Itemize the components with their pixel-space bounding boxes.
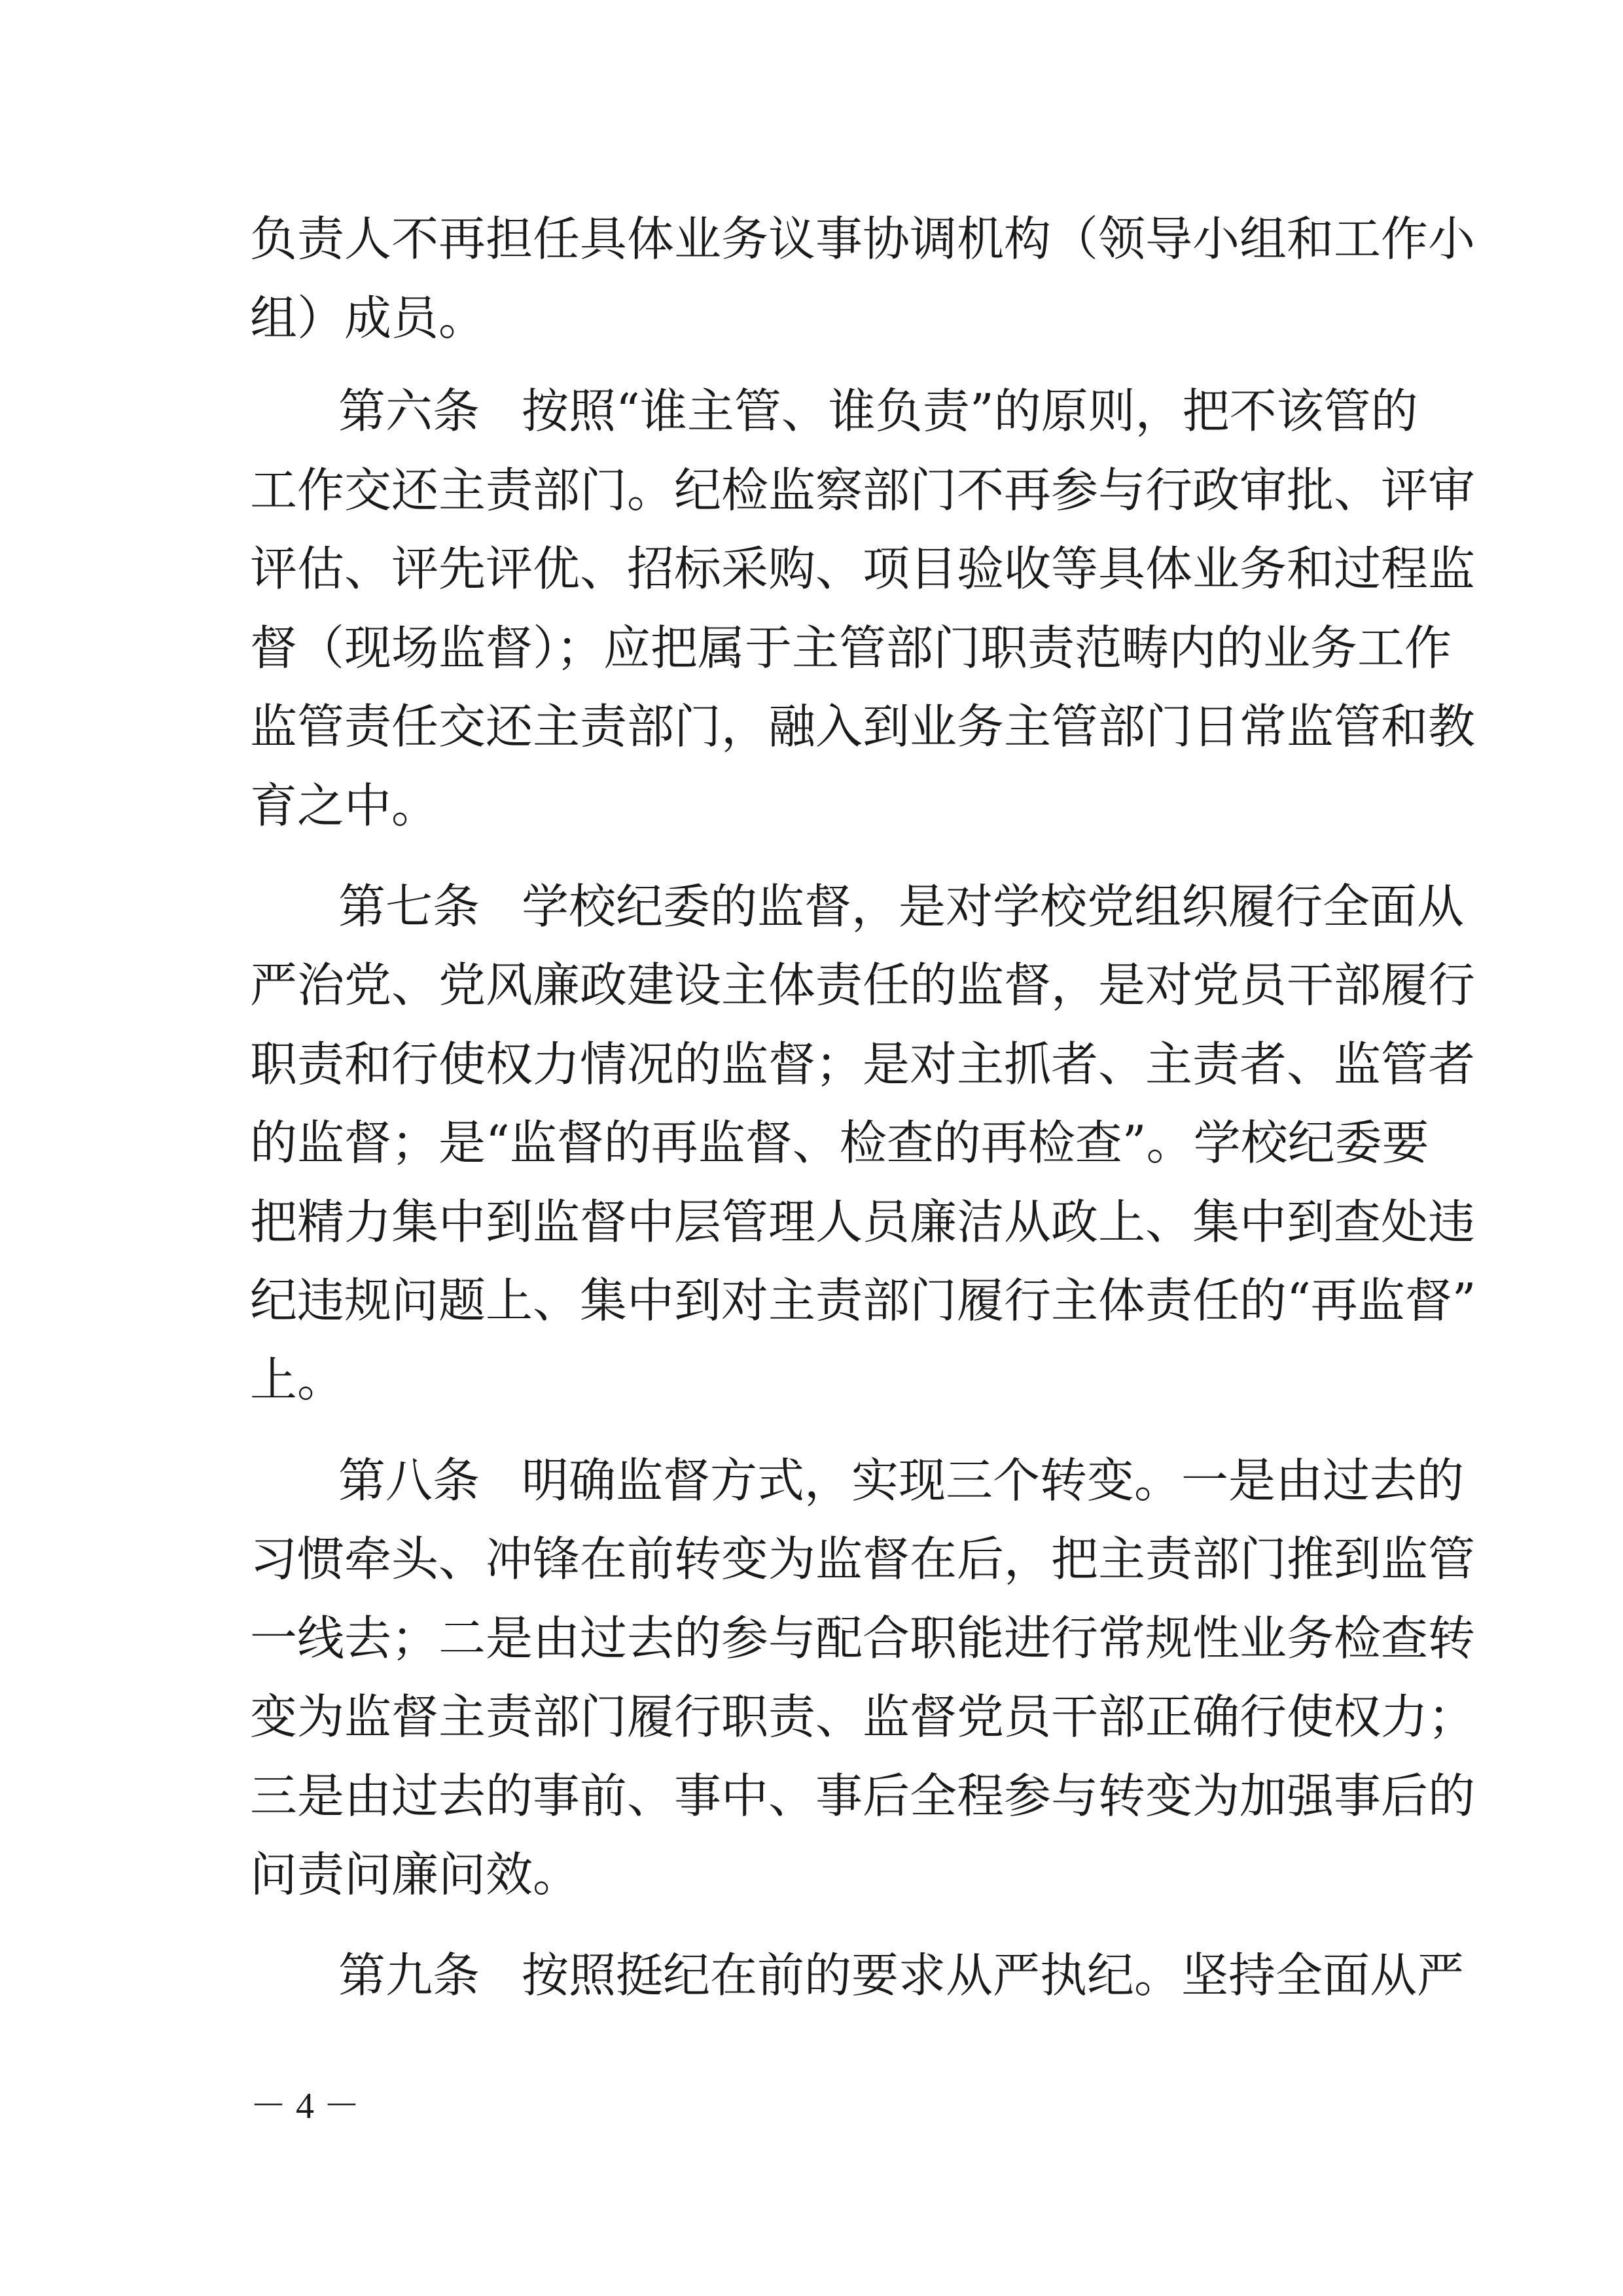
body-text: 学校纪委的监督，是对学校党组织履行全面从 bbox=[522, 879, 1465, 934]
article-8-first-line bbox=[338, 1446, 1465, 1515]
article-7-heading: 第七条 bbox=[338, 879, 480, 934]
article-9-first-line bbox=[338, 1941, 1465, 2009]
page-number: － 4 － bbox=[250, 2086, 360, 2126]
body-text-line: 习惯牵头、冲锋在前转变为监督在后，把主责部门推到监管 bbox=[250, 1532, 1476, 1587]
body-text-line: 三是由过去的事前、事中、事后全程参与转变为加强事后的 bbox=[250, 1768, 1476, 1823]
body-text-line: 问责问廉问效。 bbox=[250, 1847, 580, 1902]
body-text: 明确监督方式，实现三个转变。一是由过去的 bbox=[522, 1453, 1465, 1508]
body-text-line: 上。 bbox=[250, 1352, 345, 1407]
body-text-line: 督（现场监督）；应把属于主管部门职责范畴内的业务工作 bbox=[250, 620, 1452, 675]
body-text-line: 育之中。 bbox=[250, 778, 439, 833]
body-text-line: 组）成员。 bbox=[250, 291, 486, 346]
body-text-line: 纪违规问题上、集中到对主责部门履行主体责任的“再监督” bbox=[250, 1273, 1476, 1328]
body-text-line: 评估、评先评优、招标采购、项目验收等具体业务和过程监 bbox=[250, 541, 1476, 596]
body-text-line: 职责和行使权力情况的监督；是对主抓者、主责者、监管者 bbox=[250, 1037, 1476, 1092]
article-6-first-line bbox=[338, 377, 1418, 445]
article-6-heading: 第六条 bbox=[338, 384, 480, 439]
article-7-first-line bbox=[338, 872, 1465, 941]
article-9-heading: 第九条 bbox=[338, 1948, 480, 2003]
body-text-line: 把精力集中到监督中层管理人员廉洁从政上、集中到查处违 bbox=[250, 1194, 1476, 1249]
body-text-line: 一线去；二是由过去的参与配合职能进行常规性业务检查转 bbox=[250, 1611, 1476, 1666]
body-text-line: 负责人不再担任具体业务议事协调机构（领导小组和工作小 bbox=[250, 211, 1476, 266]
body-text-line: 的监督；是“监督的再监督、检查的再检查”。学校纪委要 bbox=[250, 1115, 1429, 1170]
body-text-line: 监管责任交还主责部门，融入到业务主管部门日常监管和教 bbox=[250, 699, 1476, 754]
body-text-line: 严治党、党风廉政建设主体责任的监督，是对党员干部履行 bbox=[250, 958, 1476, 1013]
body-text: 按照挺纪在前的要求从严执纪。坚持全面从严 bbox=[522, 1948, 1465, 2003]
article-8-heading: 第八条 bbox=[338, 1453, 480, 1508]
body-text: 按照“谁主管、谁负责”的原则，把不该管的 bbox=[522, 384, 1418, 439]
body-text-line: 工作交还主责部门。纪检监察部门不再参与行政审批、评审 bbox=[250, 463, 1476, 518]
body-text-line: 变为监督主责部门履行职责、监督党员干部正确行使权力； bbox=[250, 1689, 1476, 1744]
